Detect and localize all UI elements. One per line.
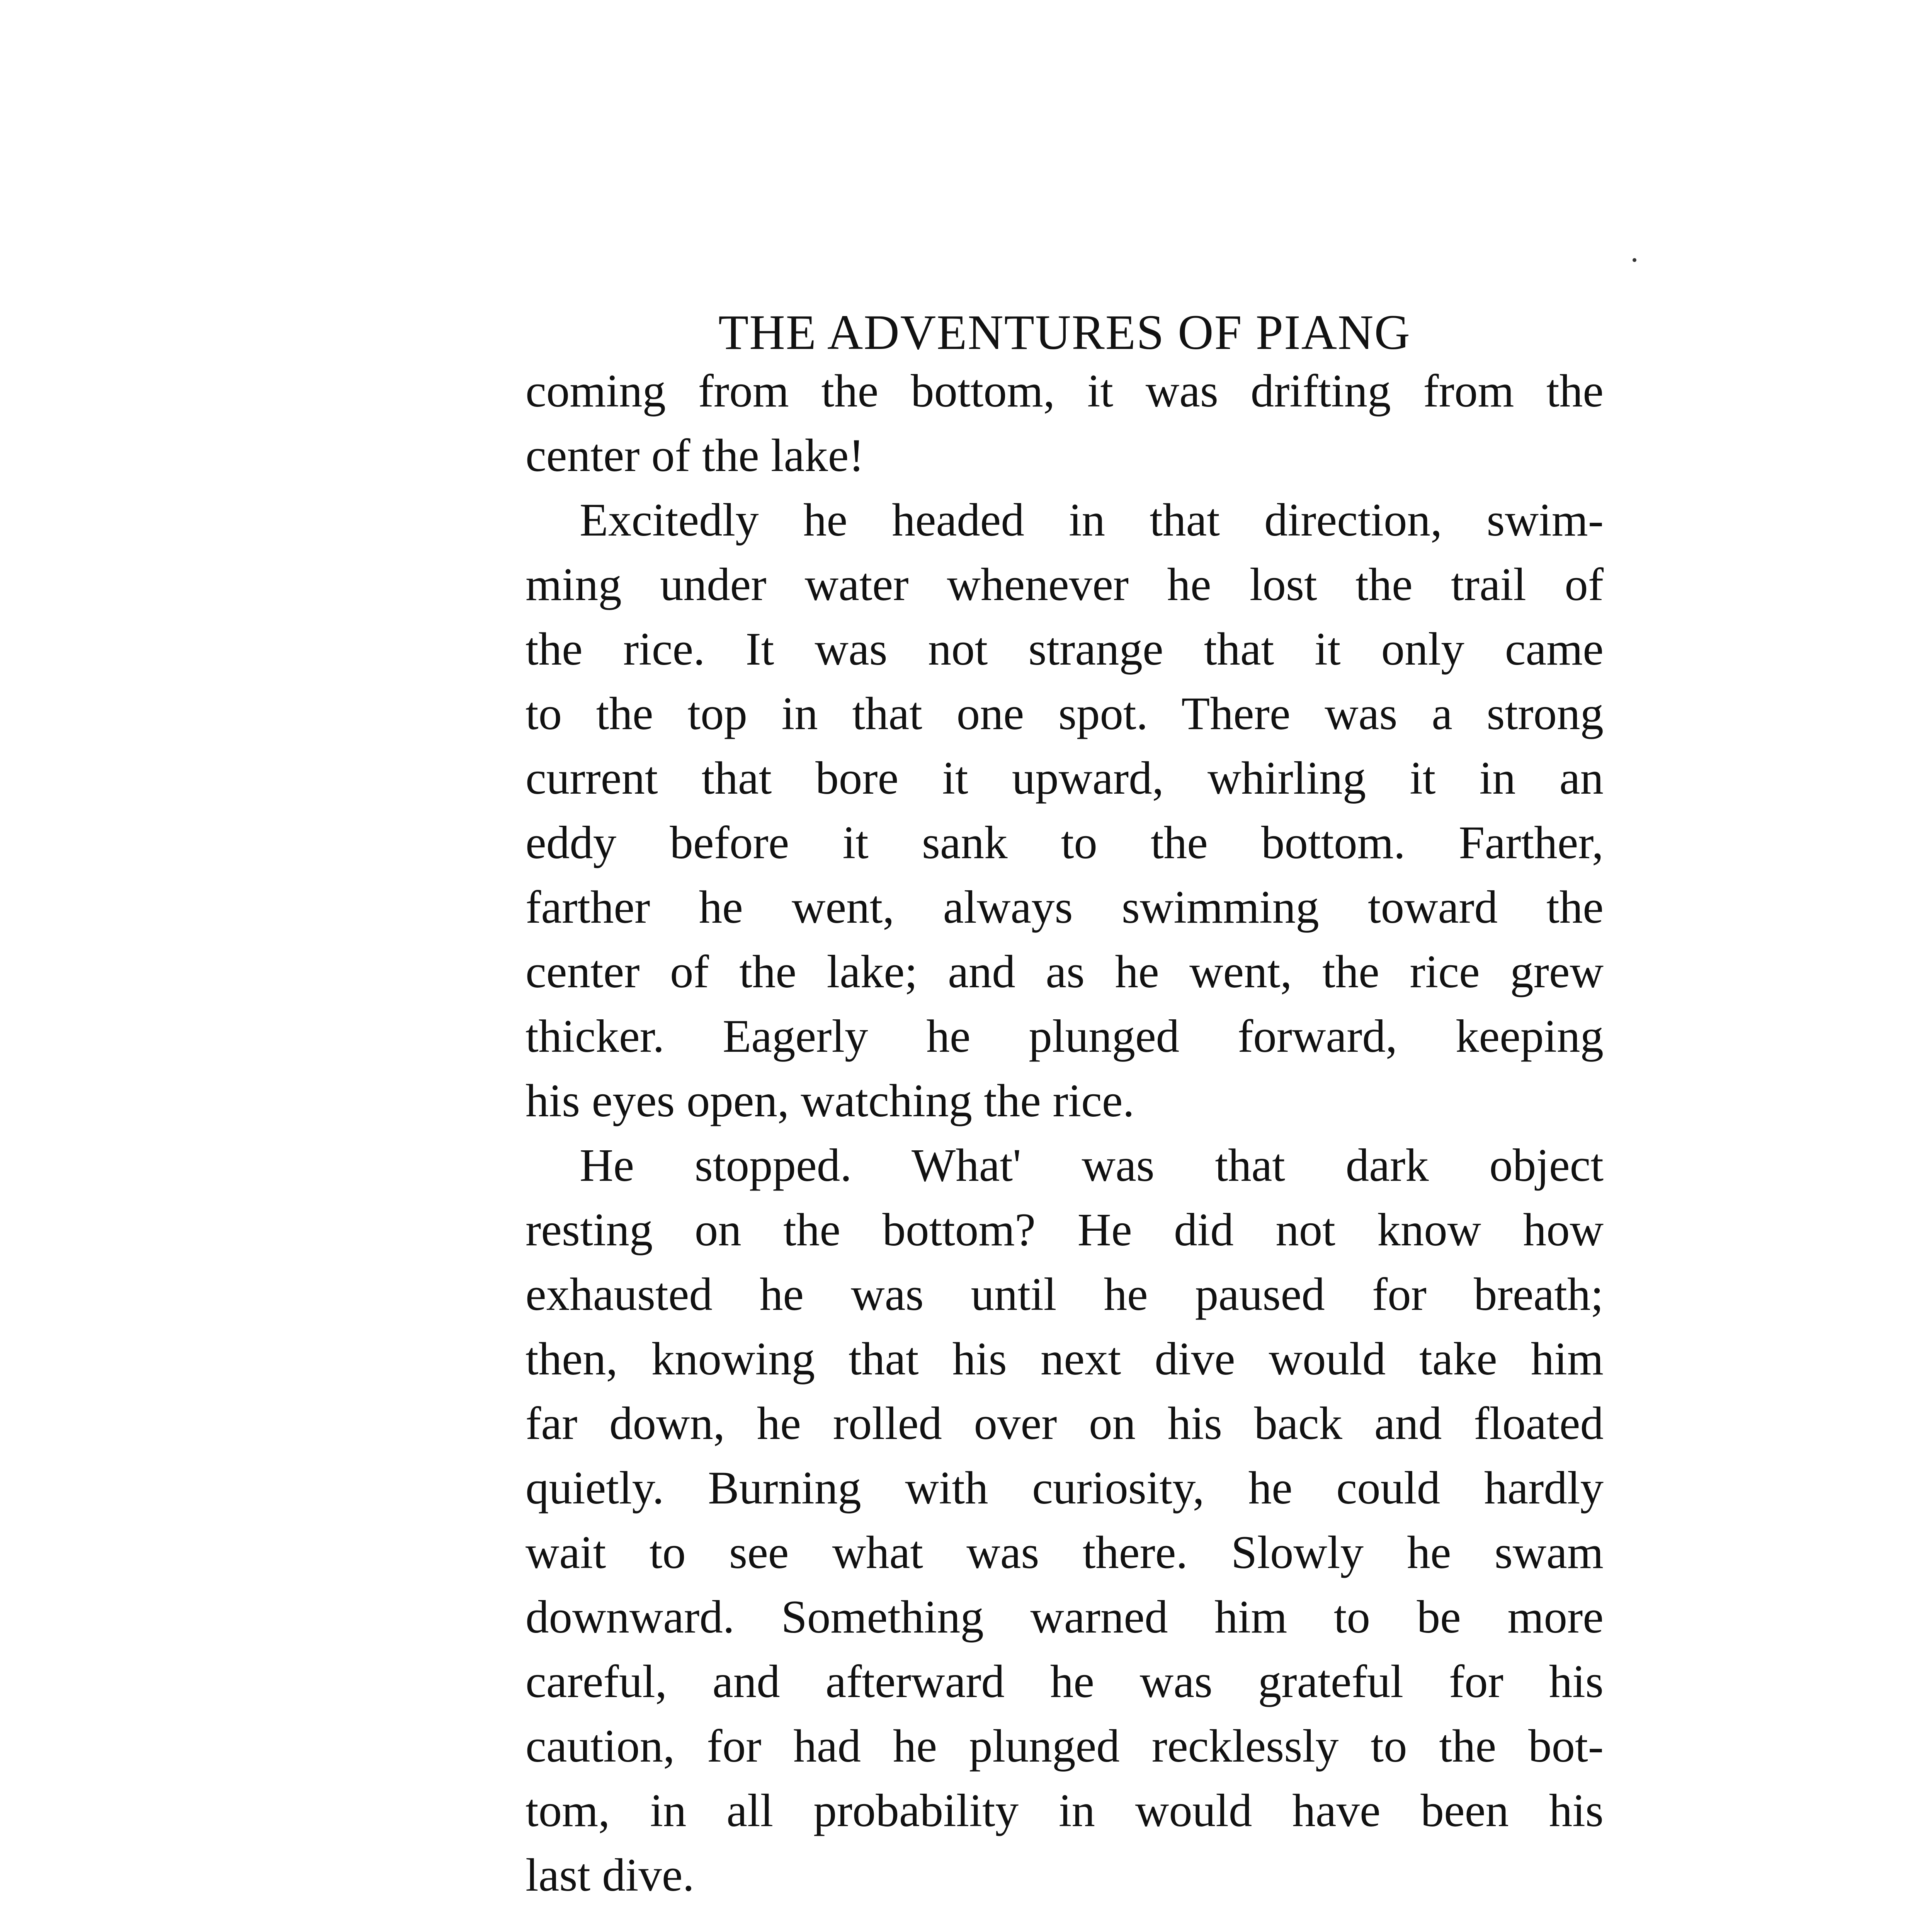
paragraph — [526, 359, 1604, 488]
text-line: ming under water whenever he lost the trail of — [526, 559, 1604, 611]
text-line: center of the lake; and as he went, the rice grew — [526, 946, 1604, 998]
text-line: to the top in that one spot. There was a strong — [526, 688, 1604, 740]
book-page — [526, 0, 1604, 1932]
text-line: downward. Something warned him to be more — [526, 1591, 1604, 1643]
text-line: eddy before it sank to the bottom. Farther, — [526, 817, 1604, 869]
text-line: wait to see what was there. Slowly he swam — [526, 1527, 1604, 1578]
text-line: coming from the bottom, it was drifting from the — [526, 365, 1604, 417]
text-line: his eyes open, watching the rice. — [526, 1075, 1134, 1127]
text-line: exhausted he was until he paused for breath; — [526, 1269, 1604, 1320]
text-line: current that bore it upward, whirling it in an — [526, 752, 1604, 804]
text-line: then, knowing that his next dive would take him — [526, 1333, 1604, 1385]
text-line: careful, and afterward he was grateful for his — [526, 1656, 1604, 1708]
running-head: THE ADVENTURES OF PIANG — [718, 305, 1411, 360]
text-line: He stopped. What' was that dark object — [580, 1139, 1604, 1191]
paragraph — [526, 488, 1604, 1133]
text-line: Excitedly he headed in that direction, swim- — [580, 494, 1604, 546]
text-line: last dive. — [526, 1849, 694, 1901]
text-line: center of the lake! — [526, 430, 864, 481]
text-line: resting on the bottom? He did not know how — [526, 1204, 1604, 1256]
text-line: thicker. Eagerly he plunged forward, keeping — [526, 1010, 1604, 1062]
text-line: tom, in all probability in would have been his — [526, 1785, 1604, 1837]
text-line: farther he went, always swimming toward the — [526, 881, 1604, 933]
text-line: the rice. It was not strange that it only came — [526, 623, 1604, 675]
paragraph — [526, 1133, 1604, 1908]
text-line: quietly. Burning with curiosity, he could hardly — [526, 1462, 1604, 1514]
text-line: far down, he rolled over on his back and floated — [526, 1398, 1604, 1449]
text-line: caution, for had he plunged recklessly to the bot- — [526, 1720, 1604, 1772]
scan-speck — [1633, 258, 1636, 262]
body-text — [526, 359, 1604, 1908]
